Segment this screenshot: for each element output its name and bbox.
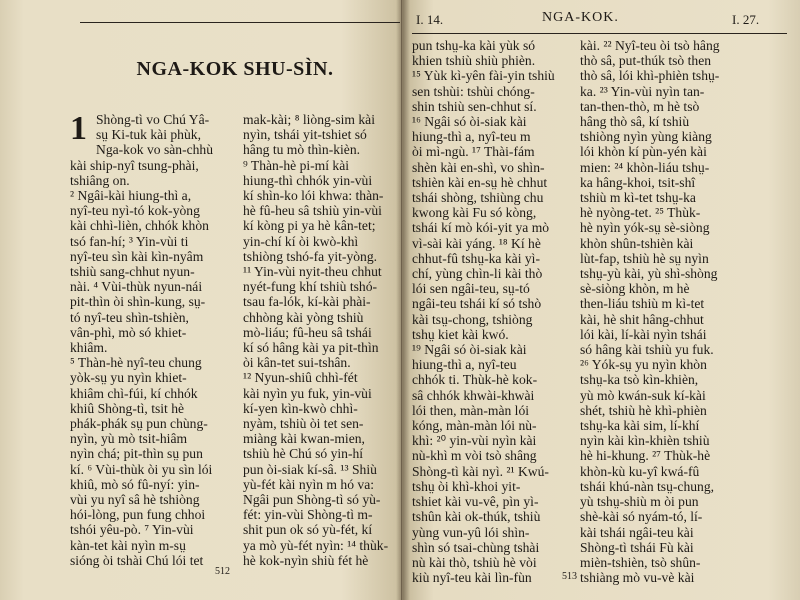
text-line: chhók ti. Thùk-hè kok- [412,372,538,388]
text-line: ⁵ Thàn-hè nyî-teu chung [70,355,202,371]
text-line: kài, hè shit hâng-chhut [580,311,704,327]
text-line: kài nyìn yu fuk, yin-vùi [243,385,372,401]
right-header-left: I. 14. [416,12,444,27]
text-line: lói kài, lí-kài nyìn tshái [580,326,707,342]
text-line: sen tshùi: tshùi chóng- [412,83,535,99]
text-line: ² Ngâi-kài hiung-thì a, [70,188,192,204]
text-line: Shòng-tì kài nyì. ²¹ Kwú- [412,463,549,479]
right-top-rule [412,33,787,34]
text-line: ka hâng-khoi, tsit-shî [580,174,696,190]
text-line: nù kài thò, tshiù hè vòi [412,554,537,570]
text-line: nyìn chá; pit-thìn sṳ pun [70,446,203,462]
text-line: tshṳ-ka tsò kìn-khièn, [580,372,699,388]
text-line: kí. ⁶ Vùi-thùk òi yu sìn lói [70,461,213,477]
text-line: fét: yin-vùi Shòng-tì m- [243,507,373,523]
text-line: hiung-thì chhók yin-vùi [243,172,373,188]
text-line: chhòng kài yòng tshiù [243,309,364,325]
text-line: kàn-tet kài nyìn m-sṳ [70,537,186,553]
left-column-1 [70,112,240,568]
text-line: kí-yen kìn-kwò chhì- [243,400,358,416]
left-top-rule [80,22,400,23]
text-line: khòn shûn-tshièn kài [580,235,694,251]
text-line: chhut-fû tshṳ-ka kài yì- [412,250,540,266]
text-line: tshái shòng, tshiùng chu [412,190,544,206]
text-line: tshièn kài en-sṳ hè chhut [412,174,548,190]
text-line: lói sen ngâi-teu, sṳ-tó [412,281,530,297]
text-line: hiung-thì a, nyî-teu m [412,129,531,145]
text-line: tshûn kài ok-thúk, tshiù [412,509,541,525]
text-line: Shòng-tì vo Chú Yâ- [96,112,210,127]
text-line: Shòng-tì tshái Fù kài [580,539,694,555]
text-line: shit pun ok só yù-fét, kí [243,522,373,538]
left-column-2 [243,112,398,568]
text-line: shìn só tsai-chùng tshài [412,539,540,555]
text-line: ¹⁶ Ngâi só òi-siak kài [412,114,527,130]
text-line: tshiòng nyìn yùng kiàng [580,129,712,145]
text-line: tshiet kài vu-vê, pìn yì- [412,494,539,510]
text-line: pun òi-siak kí-sâ. ¹³ Shiù [243,461,377,477]
text-line: nyìn kài kìn-khièn tshiù [580,433,710,449]
text-line: tshṳ kiet kài kwó. [412,326,509,342]
text-line: hói-lòng, pun fung chhoi [70,507,206,523]
text-line: tshiòng tshó-fa yit-yòng. [243,248,378,264]
text-line: khiû Shòng-tì, tsit hè [70,400,185,416]
text-line: lói then, màn-màn lói [412,402,530,418]
text-line: hè nyòng-tet. ²⁵ Thùk- [580,205,701,221]
text-line: kài. ²² Nyî-teu òi tsò hâng [580,38,720,53]
text-line: kí só hâng kài ya pit-thìn [243,340,379,356]
text-line: kài tsṳ-chong, tshiòng [412,311,533,327]
text-line: hiung-thì a, nyî-teu [412,357,517,373]
text-line: shèn kài en-shì, vo shìn- [412,159,545,175]
text-line: òi kân-tet sui-tshân. [243,355,351,371]
text-line: nyàm, tshiù òi tet sen- [243,416,364,432]
text-line: pun tshṳ-ka kài yùk só [412,38,536,53]
text-line: yùng vun-yû lói shìn- [412,524,530,540]
text-line: tshṳ òi khì-khoi yit- [412,478,521,494]
text-line: ¹⁵ Yùk kì-yên fài-yin tshiù [412,68,555,84]
text-line: nù-khì m vòi tsò shâng [412,448,537,464]
text-line: kài ship-nyî tsung-phài, [70,157,199,173]
text-line: kài tshái ngâi-teu kài [580,524,694,540]
text-line: sṳ Ki-tuk kài phùk, [96,127,201,143]
text-line: hè hi-khung. ²⁷ Thùk-hè [580,448,711,464]
right-header-right: I. 27. [732,12,760,27]
text-line: vân-phì, mò só khiet- [70,324,187,340]
text-line: then-liáu tshiù m kì-tet [580,296,705,312]
text-line: tshṳ-ka kài sim, lí-khí [580,418,700,434]
text-line: yù-fét kài nyìn m hó va: [243,476,374,492]
text-line: khòn-kù ku-yî kwá-fû [580,463,700,479]
text-line: ¹² Nyun-shiû chhì-fét [243,370,358,386]
text-line: khiâm chì-fúi, kí chhók [70,385,198,401]
text-line: mien: ²⁴ khòn-liáu tshṳ- [580,159,710,175]
text-line: sióng òi tshài Chú lói tet [70,552,204,568]
text-line: vùi yu nyî sâ hè tshiòng [70,492,200,508]
text-line: tshói yêu-pò. ⁷ Yin-vùi [70,522,194,538]
text-line: tó nyî-teu shìn-tshièn, [70,309,189,325]
right-column-1 [412,38,575,585]
text-line: miàng kài kwan-mien, [243,431,365,447]
text-line: yin-chí kí òi kwò-khì [243,233,359,249]
text-line: tshiù m kì-tet tshṳ-ka [580,190,696,206]
text-line: khiû, mò só fû-nyí: yin- [70,476,200,492]
text-line: lùt-fap, tshiù hè sṳ nyìn [580,250,709,266]
text-line: Ngâi pun Shòng-tì só yù- [243,492,381,508]
text-line: kiù nyî-teu kài lìn-fùn [412,570,532,586]
text-line: ¹¹ Yin-vùi nyit-theu chhut [243,264,382,280]
text-line: òi mì-ngù. ¹⁷ Thài-fám [412,144,535,160]
text-line: tshiù sang-chhut nyun- [70,264,195,280]
text-line: ⁹ Thàn-hè pi-mí kài [243,157,350,173]
text-line: tshiàng mò vu-vè kài [580,570,695,586]
chapter-drop-cap: 1 [70,110,87,147]
text-line: nài. ⁴ Vùi-thùk nyun-nái [70,279,203,295]
text-line: tan-then-thò, m hè tsò [580,98,700,114]
text-line: nyìn, tshái yit-tshiet só [243,127,367,143]
text-line: lói khòn kí pùn-yén kài [580,144,707,160]
text-line: mièn-tshièn, tsò shûn- [580,554,701,570]
text-line: yòk-sṳ yu nyìn khiet- [70,370,187,386]
right-page [402,0,800,600]
text-line: yù tshṳ-shiù m òi pun [580,494,699,510]
text-line: shè-kài só nyám-tó, lí- [580,509,703,525]
text-line: sè-siòng khòn, m hè [580,281,690,297]
text-line: mak-kài; ⁸ liòng-sim kài [243,112,375,127]
text-line: pit-thìn òi shìn-kung, sṳ- [70,294,206,310]
book-title: NGA-KOK SHU-SÌN. [136,58,334,80]
text-line: nyìn, yù mò tsit-hiâm [70,431,188,447]
text-line: nyét-fung khí tshiù tshó- [243,279,378,295]
text-line: mò-liáu; fû-heu sâ tshái [243,324,372,340]
text-line: kài chhì-lièn, chhók khòn [70,218,209,234]
text-line: tshṳ-yù kài, yù shì-shòng [580,266,718,282]
text-line: vì-sài kài yáng. ¹⁸ Kí hè [412,235,541,251]
text-line: nyî-teu sìn kài kìn-nyâm [70,248,204,264]
text-line: hâng thò sâ, kí tshiù [580,114,690,130]
text-line: phák-phák sṳ pun chùng- [70,416,208,432]
text-line: yù mò kwán-suk kí-kài [580,387,706,403]
text-line: só hâng kài tshiù yu fuk. [580,342,714,358]
text-line: tsau fa-lók, kí-kài phài- [243,294,371,310]
text-line: ngâi-teu tshái kí só tshò [412,296,542,312]
text-line: tshái kí mò kói-yit ya mò [412,220,550,236]
text-line: Nga-kok vo sàn-chhù [96,142,214,158]
text-line: hâng tu mò thìn-kièn. [243,142,361,158]
text-line: thò sâ, put-thúk tsò then [580,53,712,69]
text-line: khien tshiù shiù phièn. [412,53,536,69]
text-line: kí shìn-ko lói khwa: thàn- [243,188,384,204]
text-line: khì: ²⁰ yin-vùi nyìn kài [412,433,537,449]
text-line: hè fû-heu sâ tshiù yin-vùi [243,203,382,219]
text-line: nyî-teu nyì-tó kok-yòng [70,203,200,219]
text-line: kóng, màn-màn lói nù- [412,418,537,434]
text-line: thò sâ, lói khì-phièn tshṳ- [580,68,720,84]
text-line: tshiù hè Chú só yin-hí [243,446,364,462]
right-column-2 [580,38,780,585]
text-line: ya mò yù-fét nyìn: ¹⁴ thùk- [243,537,389,553]
text-line: ka. ²³ Yin-vùi nyìn tan- [580,83,705,99]
text-line: tshiâng on. [70,172,130,188]
right-header-center: NGA-KOK. [542,10,619,25]
text-line: hè nyìn yók-sṳ sè-siòng [580,220,710,236]
text-line: tsó fan-hí; ³ Yin-vùi ti [70,233,189,249]
left-page-number: 512 [215,566,230,577]
text-line: ¹⁹ Ngâi só òi-siak kài [412,342,527,358]
text-line: khiâm. [70,340,108,356]
text-line: kí kòng pi ya hè kân-tet; [243,218,376,234]
text-line: sâ chhók khwài-khwài [412,387,535,403]
text-line: hè kok-nyìn shiù fét hè [243,552,369,568]
text-line: tshái khú-nàn tsṳ-chung, [580,478,715,494]
book-gutter [396,0,410,600]
text-line: ²⁶ Yók-sṳ yu nyìn khòn [580,357,707,373]
text-line: kwong kài Fu só kòng, [412,205,537,221]
text-line: shin tshiù sen-chhut sí. [412,98,537,114]
text-line: shét, tshiù hè khì-phièn [580,402,707,418]
right-page-number: 513 [562,571,577,582]
text-line: chí, yùng chìn-li kài thò [412,266,543,282]
